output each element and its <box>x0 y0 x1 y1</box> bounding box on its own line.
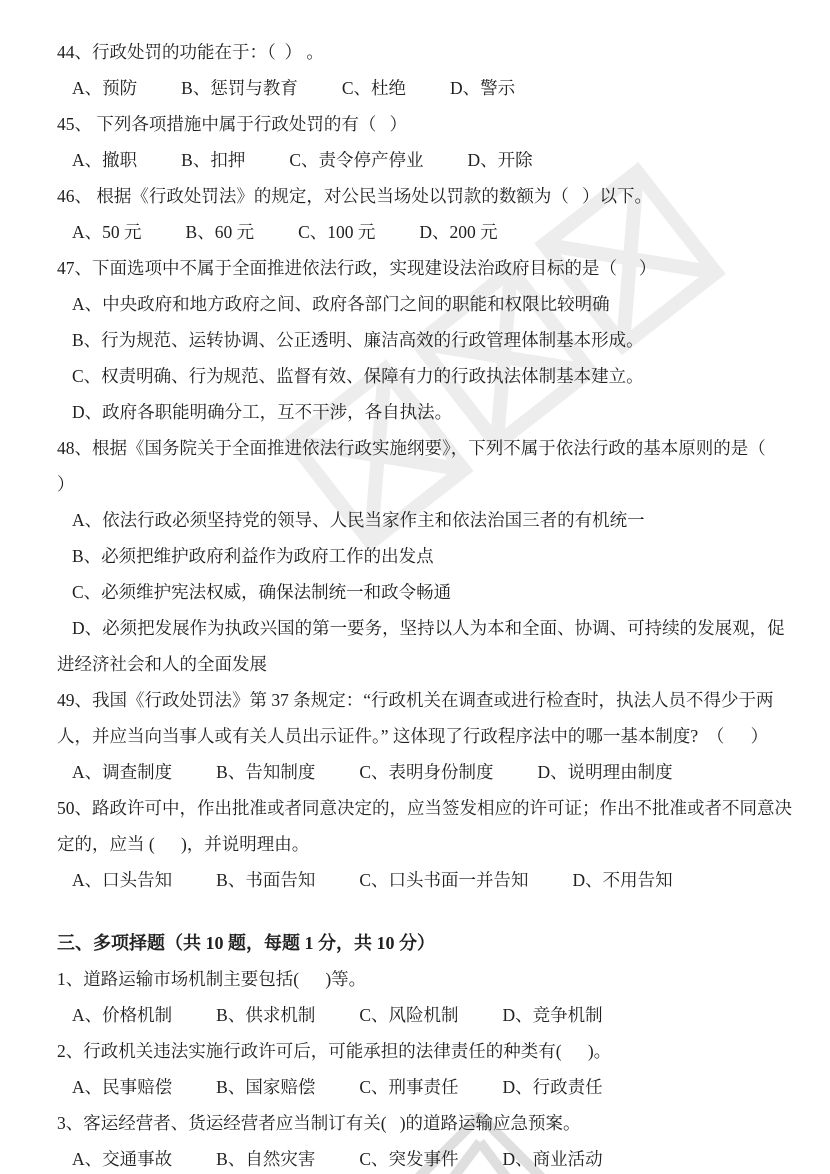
question-m3-option-c: C、突发事件 <box>359 1149 459 1169</box>
question-45-options <box>57 142 794 178</box>
question-45-option-c: C、责令停产停业 <box>289 150 424 170</box>
question-44-option-c: C、杜绝 <box>341 78 407 98</box>
question-50-options <box>57 862 794 898</box>
question-47-option-c: C、权责明确、行为规范、监督有效、保障有力的行政执法体制基本建立。 <box>72 366 644 386</box>
question-47-stem: 47、下面选项中不属于全面推进依法行政，实现建设法治政府目标的是（ ） <box>57 258 657 278</box>
question-49-option-d: D、说明理由制度 <box>537 762 673 782</box>
question-44-option-b: B、惩罚与教育 <box>181 78 298 98</box>
question-m3-option-a: A、交通事故 <box>72 1149 173 1169</box>
question-48-stem: 48、根据《国务院关于全面推进依法行政实施纲要》，下列不属于依法行政的基本原则的是（ ） <box>57 438 792 494</box>
question-m2-option-a: A、民事赔偿 <box>72 1077 173 1097</box>
question-44-option-a: A、预防 <box>72 78 138 98</box>
question-48-option-c: C、必须维护宪法权威，确保法制统一和政令畅通 <box>72 582 452 602</box>
question-m1-option-d: D、竞争机制 <box>502 1005 603 1025</box>
question-m3-options <box>57 1141 794 1174</box>
question-50-option-a: A、口头告知 <box>72 870 173 890</box>
question-m3-stem: 3、客运经营者、货运经营者应当制订有关( )的道路运输应急预案。 <box>57 1113 581 1133</box>
question-m2-options <box>57 1069 794 1105</box>
question-50-stem: 50、路政许可中，作出批准或者同意决定的，应当签发相应的许可证；作出不批准或者不同意决定的，应当 ( )，并说明理由。 <box>57 798 792 854</box>
question-m1-option-c: C、风险机制 <box>359 1005 459 1025</box>
question-50-option-b: B、书面告知 <box>216 870 316 890</box>
question-45-option-d: D、开除 <box>467 150 533 170</box>
question-45-stem: 45、 下列各项措施中属于行政处罚的有（ ） <box>57 114 407 134</box>
question-45-option-a: A、撤职 <box>72 150 138 170</box>
question-49-option-a: A、调查制度 <box>72 762 173 782</box>
question-48-option-a: A、依法行政必须坚持党的领导、人民当家作主和依法治国三者的有机统一 <box>72 510 645 530</box>
question-46-option-a: A、50 元 <box>72 222 142 242</box>
question-44-options <box>57 70 794 106</box>
question-46-options <box>57 214 794 250</box>
question-48-option-d: D、必须把发展作为执政兴国的第一要务，坚持以人为本和全面、协调、可持续的发展观，促进经济社会和人的全面发展 <box>57 618 785 674</box>
question-m2-option-c: C、刑事责任 <box>359 1077 459 1097</box>
question-m3-option-d: D、商业活动 <box>502 1149 603 1169</box>
question-46-option-b: B、60 元 <box>185 222 255 242</box>
question-47-option-b: B、行为规范、运转协调、公正透明、廉洁高效的行政管理体制基本形成。 <box>72 330 644 350</box>
question-m2-option-d: D、行政责任 <box>502 1077 603 1097</box>
section-heading-multiple-choice: 三、多项择题（共 10 题，每题 1 分，共 10 分） <box>57 933 435 953</box>
question-46-stem: 46、 根据《行政处罚法》的规定，对公民当场处以罚款的数额为（ ）以下。 <box>57 186 652 206</box>
question-m1-option-b: B、供求机制 <box>216 1005 316 1025</box>
question-m2-option-b: B、国家赔偿 <box>216 1077 316 1097</box>
exam-content <box>57 34 794 1174</box>
question-44-option-d: D、警示 <box>450 78 516 98</box>
question-49-option-c: C、表明身份制度 <box>359 762 494 782</box>
question-50-option-c: C、口头书面一并告知 <box>359 870 529 890</box>
question-47-option-a: A、中央政府和地方政府之间、政府各部门之间的职能和权限比较明确 <box>72 294 610 314</box>
question-m2-stem: 2、行政机关违法实施行政许可后，可能承担的法律责任的种类有( )。 <box>57 1041 612 1061</box>
question-50-option-d: D、不用告知 <box>572 870 673 890</box>
question-49-option-b: B、告知制度 <box>216 762 316 782</box>
question-46-option-c: C、100 元 <box>298 222 376 242</box>
question-44-stem: 44、行政处罚的功能在于：（ ） 。 <box>57 42 324 62</box>
question-47-option-d: D、政府各职能明确分工，互不干涉，各自执法。 <box>72 402 453 422</box>
question-m1-option-a: A、价格机制 <box>72 1005 173 1025</box>
question-49-options <box>57 754 794 790</box>
question-45-option-b: B、扣押 <box>181 150 246 170</box>
question-m3-option-b: B、自然灾害 <box>216 1149 316 1169</box>
question-46-option-d: D、200 元 <box>419 222 498 242</box>
question-48-option-b: B、必须把维护政府利益作为政府工作的出发点 <box>72 546 434 566</box>
question-m1-stem: 1、道路运输市场机制主要包括( )等。 <box>57 969 367 989</box>
question-m1-options <box>57 997 794 1033</box>
question-49-stem: 49、我国《行政处罚法》第 37 条规定：“行政机关在调查或进行检查时，执法人员不得少于两人，并应当向当事人或有关人员出示证件。” 这体现了行政程序法中的哪一基本制度? （ ） <box>57 690 774 746</box>
